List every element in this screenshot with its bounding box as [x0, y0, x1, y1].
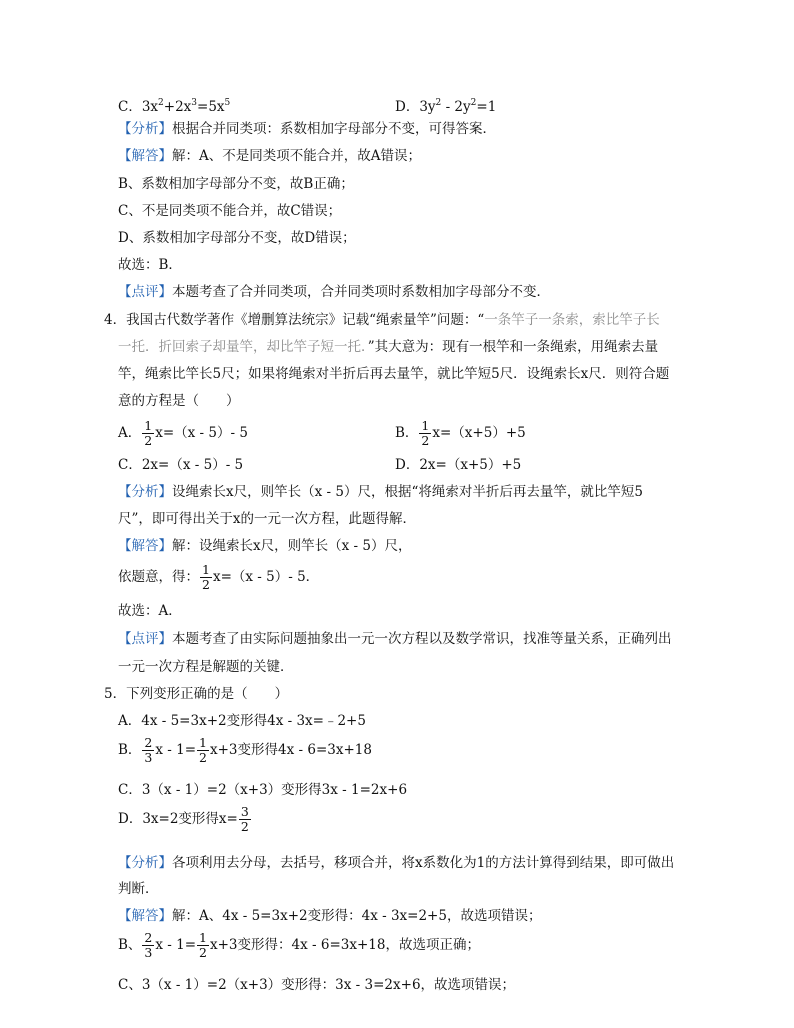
q3-analysis: 【分析】根据合并同类项：系数相加字母部分不变，可得答案． — [118, 121, 496, 137]
q3-option-d: D．$3y^2 - 2y^2=1$ — [395, 98, 497, 115]
answer-tag: 【解答】 — [118, 148, 172, 164]
q4-stem-line-3: 竿，绳索比竿长5尺；如果将绳索对半折后再去量竿，就比竿短5尺．设绳索长x尺．则符合题 — [118, 366, 670, 382]
q4-stem-line-2: 一托．折回索子却量竿，却比竿子短一托．”其大意为：现有一根竿和一条绳索，用绳索去量 — [118, 339, 659, 355]
q5-option-c: C．3（x - 1）=2（x+3）变形得3x - 1=2x+6 — [118, 782, 408, 798]
q4-option-c: C．2x=（x - 5）- 5 — [118, 457, 244, 473]
fraction: $\frac{2}{3}$ — [144, 930, 153, 960]
q5-option-a: A．4x - 5=3x+2变形得4x - 3x=﹣2+5 — [118, 713, 366, 729]
q4-comment-line-2: 一元一次方程是解题的关键． — [118, 659, 294, 675]
q5-stem: 5．下列变形正确的是（ ） — [104, 686, 289, 702]
q5-answer-line-3: C、3（x - 1）=2（x+3）变形得：3x - 3=2x+6，故选项错误； — [118, 977, 516, 993]
q5-answer-line-2: B、 $\frac{2}{3}$ x - 1= $\frac{1}{2}$ x+3变形得：4x - 6=3x+18，故选项正确； — [118, 930, 480, 960]
q3-answer-line-2: B、系数相加字母部分不变，故B正确； — [118, 176, 354, 192]
analysis-tag: 【分析】 — [118, 121, 172, 137]
q3-option-c: C．$3x^2+2x^3=5x^5$ — [118, 98, 231, 115]
comment-tag: 【点评】 — [118, 284, 172, 300]
analysis-tag: 【分析】 — [118, 855, 172, 871]
q5-answer-line-1: 【解答】解：A、4x - 5=3x+2变形得：4x - 3x=2+5，故选项错误； — [118, 908, 542, 924]
q4-option-d: D．2x=（x+5）+5 — [395, 457, 522, 473]
fraction: $\frac{1}{2}$ — [144, 418, 153, 448]
q3-answer-line-4: D、系数相加字母部分不变，故D错误； — [118, 230, 356, 246]
q4-stem-line-4: 意的方程是（ ） — [118, 393, 240, 409]
q4-option-b: B． $\frac{1}{2}$ x=（x+5）+5 — [395, 418, 526, 448]
q4-option-a: A． $\frac{1}{2}$ x=（x - 5）- 5 — [118, 418, 248, 448]
q4-analysis-line-1: 【分析】设绳索长x尺，则竿长（x - 5）尺，根据“将绳索对半折后再去量竿，就比竿短5 — [118, 484, 643, 500]
fraction: $\frac{1}{2}$ — [199, 735, 207, 765]
fraction: $\frac{1}{2}$ — [421, 418, 430, 448]
q4-analysis-line-2: 尺”，即可得出关于x的一元一次方程，此题得解． — [118, 511, 417, 527]
q3-comment: 【点评】本题考查了合并同类项，合并同类项时系数相加字母部分不变． — [118, 284, 550, 300]
question-number: 5． — [104, 686, 127, 702]
fraction: $\frac{1}{2}$ — [199, 930, 207, 960]
fraction: $\frac{2}{3}$ — [144, 735, 153, 765]
q5-option-b: B． $\frac{2}{3}$ x - 1= $\frac{1}{2}$ x+3变形得4x - 6=3x+18 — [118, 735, 372, 765]
q3-answer-line-5: 故选：B． — [118, 257, 182, 273]
question-number: 4． — [104, 312, 127, 328]
q4-answer-line-2: 依题意，得： $\frac{1}{2}$ x=（x - 5）- 5． — [118, 562, 320, 592]
q5-analysis-line-1: 【分析】各项利用去分母，去括号，移项合并，将x系数化为1的方法计算得到结果，即可做出 — [118, 855, 675, 871]
q4-answer-line-3: 故选：A． — [118, 603, 182, 619]
q4-stem-line-1: 4．我国古代数学著作《增删算法统宗》记载“绳索量竿”问题：“一条竿子一条索，索比竿子长 — [104, 312, 660, 328]
q5-option-d: D．3x=2变形得x= $\frac{3}{2}$ — [118, 804, 249, 834]
q3-answer-line-1: 【解答】解：A、不是同类项不能合并，故A错误； — [118, 148, 421, 164]
fraction: $\frac{1}{2}$ — [202, 562, 210, 592]
q4-comment-line-1: 【点评】本题考查了由实际问题抽象出一元一次方程以及数学常识，找准等量关系，正确列出 — [118, 631, 672, 647]
comment-tag: 【点评】 — [118, 631, 172, 647]
answer-tag: 【解答】 — [118, 538, 172, 554]
q4-answer-line-1: 【解答】解：设绳索长x尺，则竿长（x - 5）尺， — [118, 538, 412, 554]
q3-answer-line-3: C、不是同类项不能合并，故C错误； — [118, 203, 342, 219]
fraction: $\frac{3}{2}$ — [240, 804, 249, 834]
q5-analysis-line-2: 判断． — [118, 881, 159, 897]
analysis-tag: 【分析】 — [118, 484, 172, 500]
answer-tag: 【解答】 — [118, 908, 172, 924]
